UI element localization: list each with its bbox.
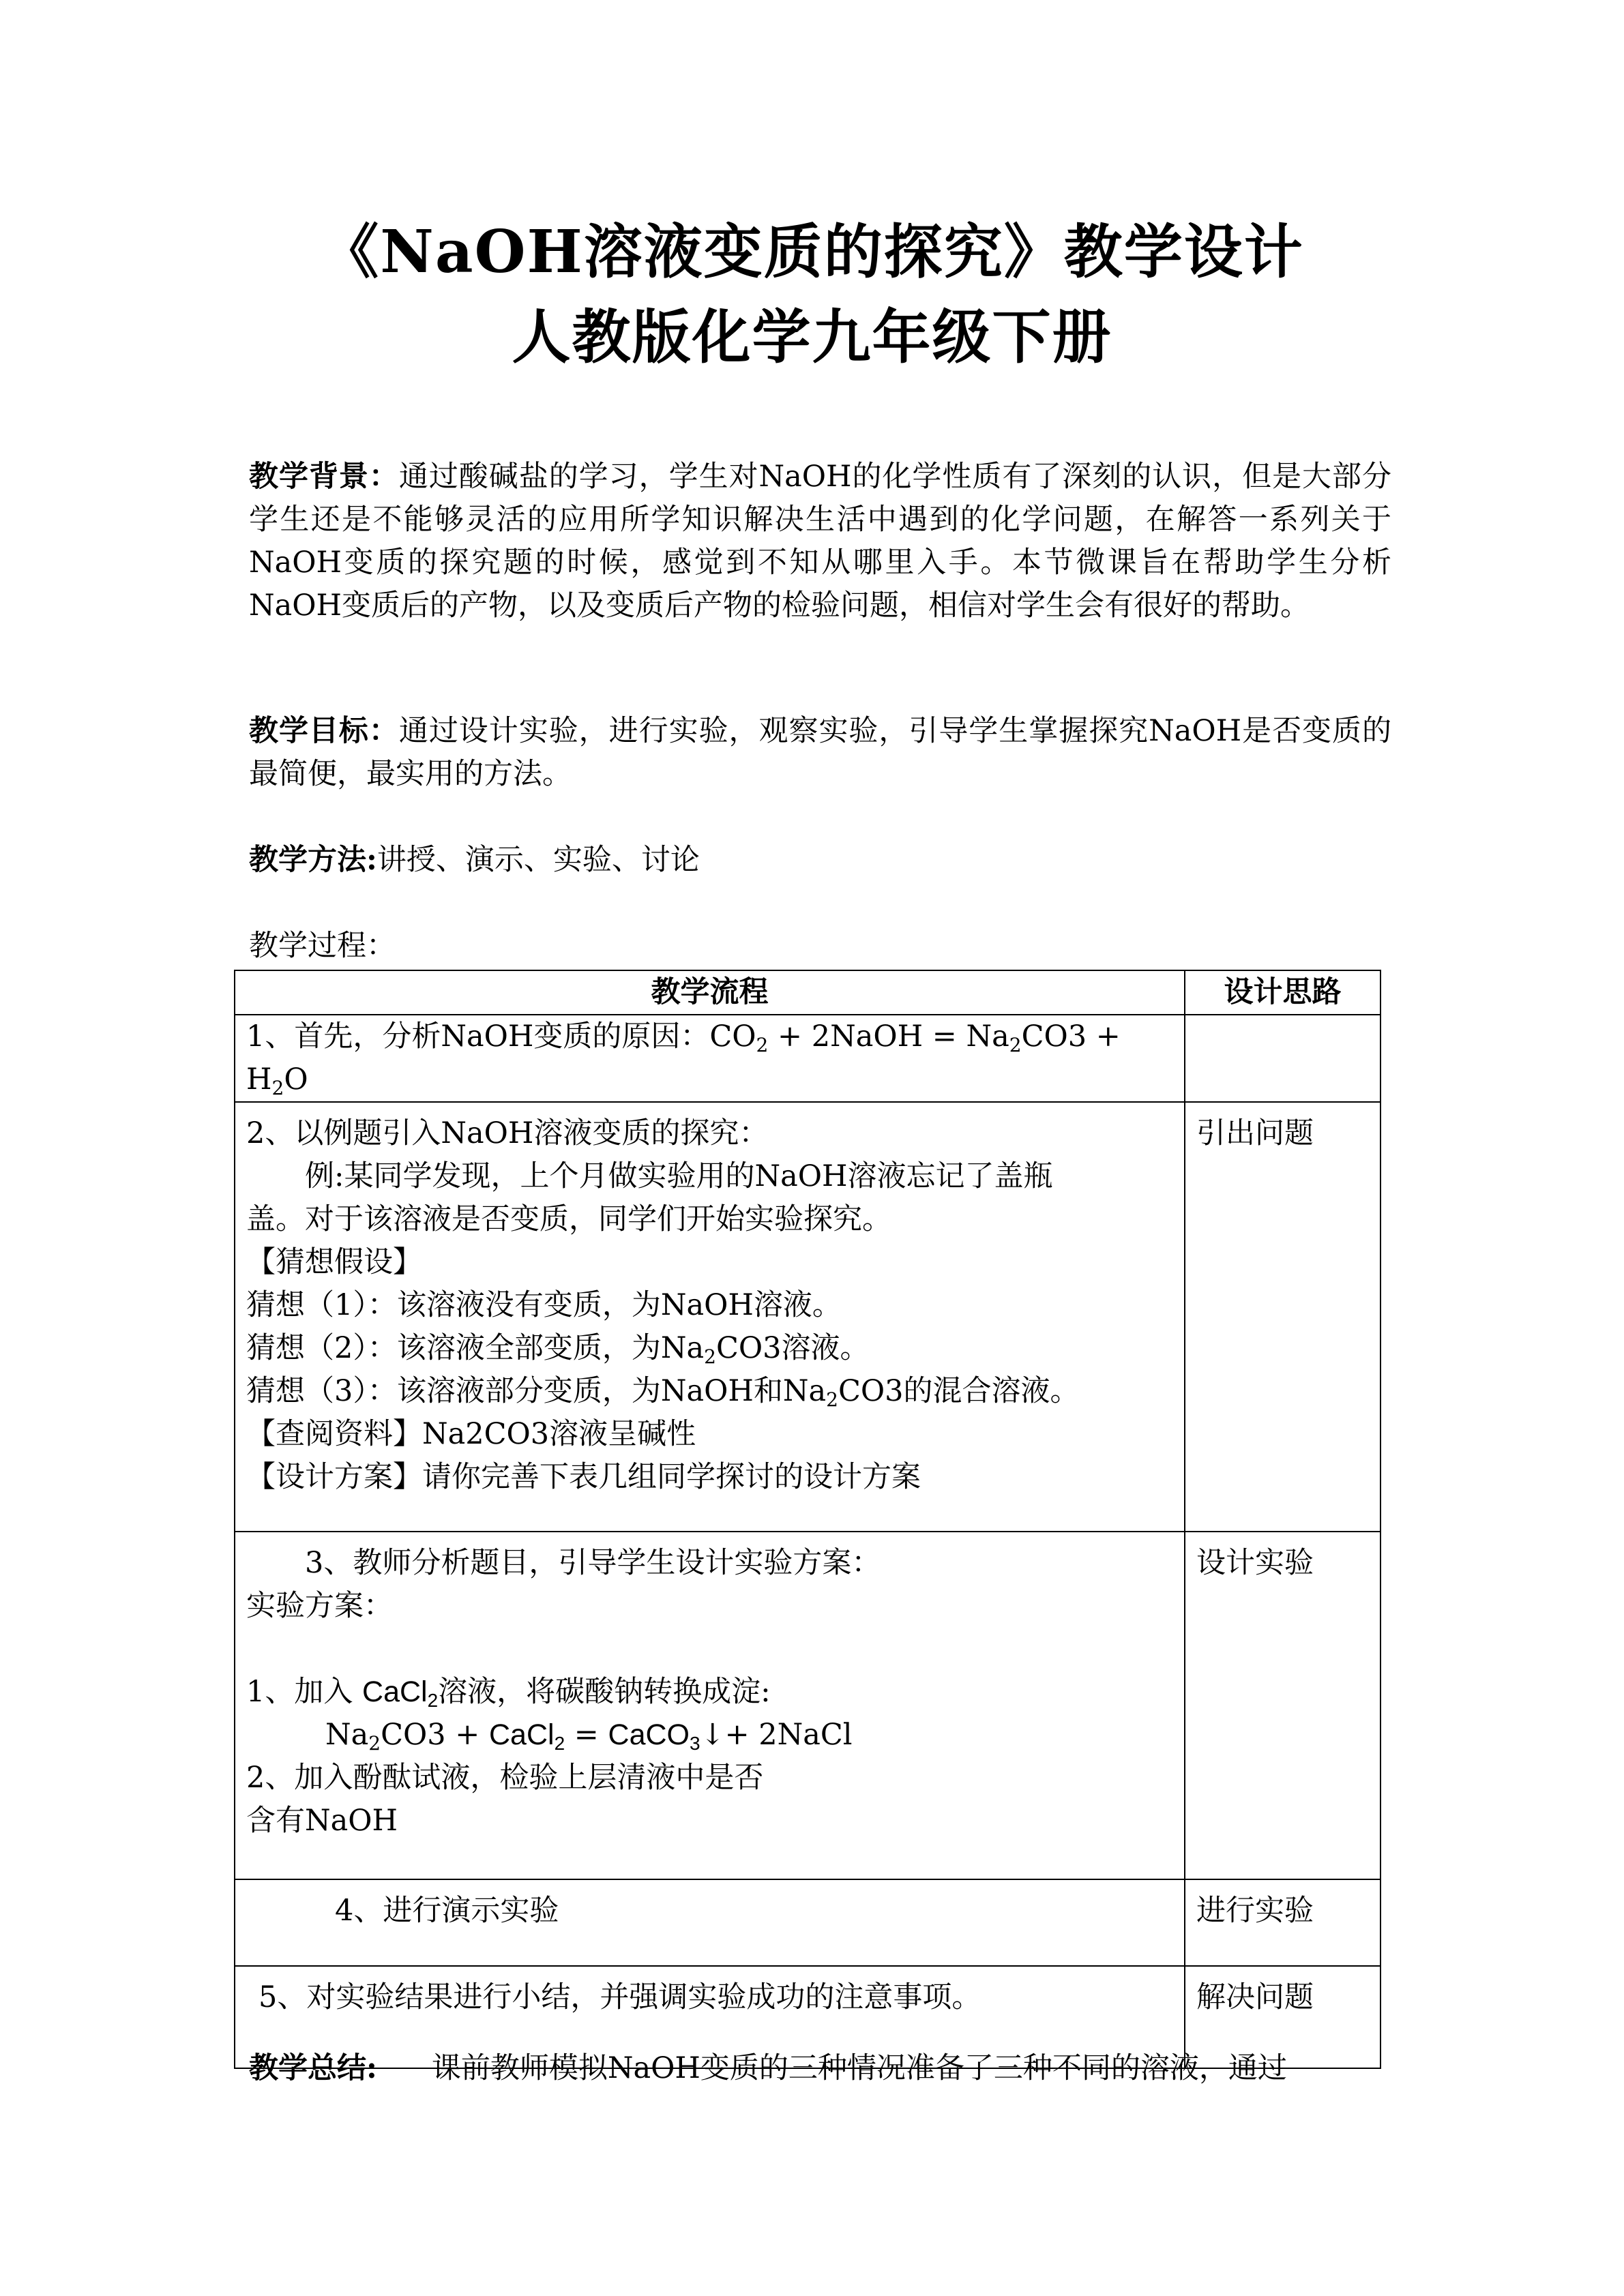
goal-label: 教学目标：: [249, 714, 399, 748]
table-row: [235, 1879, 1381, 1966]
design-cell-4: 进行实验: [1185, 1879, 1381, 1966]
row3-line3-b: 溶液，将碳酸钠转换成淀:: [438, 1675, 771, 1709]
row3-line: 实验方案：: [246, 1589, 393, 1623]
table-row: [235, 1015, 1381, 1102]
row1-text-b: + 2NaOH = Na: [768, 1019, 1009, 1054]
teaching-goal: [249, 710, 1391, 796]
row3-line3-a: 1、加入: [246, 1675, 363, 1709]
teaching-process-label: [249, 925, 1391, 968]
row3-line: 含有NaOH: [246, 1804, 398, 1838]
summary-label: 教学总结:: [249, 2051, 377, 2085]
process-label: 教学过程：: [249, 929, 396, 963]
row1-text-a: 1、首先，分析NaOH变质的原因：CO: [246, 1019, 756, 1054]
header-design: 设计思路: [1185, 970, 1381, 1015]
method-text: 讲授、演示、实验、讨论: [377, 843, 700, 877]
row2-line: 例:某同学发现，上个月做实验用的NaOH溶液忘记了盖瓶: [305, 1159, 1053, 1193]
row3-line3-chem: CaCl: [362, 1675, 428, 1708]
eq-b: CO3 +: [381, 1718, 489, 1752]
flow-cell-4: [235, 1879, 1185, 1966]
row2-line7-b: CO3的混合溶液。: [838, 1374, 1080, 1408]
row2-line6-sub: 2: [704, 1345, 716, 1368]
eq-c: CaCl: [488, 1718, 555, 1751]
row2-line8-bracket: 【查阅资料】: [246, 1417, 422, 1451]
background-label: 教学背景：: [249, 460, 399, 494]
row2-line: [246, 1327, 1173, 1370]
eq-c-sub: 2: [554, 1733, 565, 1754]
row2-line7-a: 猜想（3）：该溶液部分变质，为NaOH和Na: [246, 1374, 827, 1408]
row1-sub-c: 2: [271, 1077, 284, 1099]
eq-f: ↓+ 2NaCl: [700, 1718, 853, 1752]
table-row: [235, 1102, 1381, 1532]
row2-line: 【猜想假设】: [246, 1245, 422, 1279]
row3-blank-line: [246, 1628, 1173, 1671]
row3-line3-sub: 2: [427, 1690, 439, 1711]
row2-line9-bracket: 【设计方案】: [246, 1460, 422, 1494]
row2-line8-text: Na2CO3溶液呈碱性: [422, 1417, 696, 1451]
row2-line: [246, 1413, 1173, 1456]
row3-equation: [246, 1714, 1173, 1757]
row4-text: 4、进行演示实验: [335, 1894, 559, 1928]
flow-cell-2: [235, 1102, 1185, 1532]
document-title: 《NaOH溶液变质的探究》教学设计: [320, 218, 1304, 286]
eq-e: CaCO: [608, 1718, 690, 1751]
row2-line: 2、以例题引入NaOH溶液变质的探究：: [246, 1116, 769, 1150]
eq-a-sub: 2: [368, 1732, 381, 1755]
flow-cell-1: [235, 1015, 1185, 1102]
row1-sub-a: 2: [756, 1034, 769, 1056]
design-cell-5: 解决问题: [1185, 1966, 1381, 2068]
row2-line: 盖。对于该溶液是否变质，同学们开始实验探究。: [246, 1202, 891, 1236]
design-cell-1: [1185, 1015, 1381, 1102]
row1-sub-b: 2: [1009, 1034, 1022, 1056]
summary-text: 课前教师模拟NaOH变质的三种情况准备了三种不同的溶液，通过: [431, 2051, 1287, 2085]
goal-text: 通过设计实验，进行实验，观察实验，引导学生掌握探究NaOH是否变质的最简便，最实用的方法。: [249, 714, 1392, 791]
row3-line: [246, 1671, 1173, 1714]
row2-line7-sub: 2: [826, 1388, 838, 1411]
table-header-row: [235, 970, 1381, 1015]
row3-line: 3、教师分析题目，引导学生设计实验方案：: [305, 1546, 881, 1580]
row1-text-d: O: [284, 1062, 308, 1097]
document-subtitle: 人教版化学九年级下册: [512, 303, 1112, 372]
method-label: 教学方法:: [249, 843, 377, 877]
teaching-method: [249, 839, 1391, 882]
eq-d: =: [565, 1718, 608, 1752]
header-flow: 教学流程: [235, 970, 1185, 1015]
row2-line9-text: 请你完善下表几组同学探讨的设计方案: [422, 1460, 921, 1494]
row2-line: [246, 1370, 1173, 1413]
flow-cell-3: [235, 1532, 1185, 1879]
row2-line: 猜想（1）：该溶液没有变质，为NaOH溶液。: [246, 1288, 842, 1322]
row5-text: 5、对实验结果进行小结，并强调实验成功的注意事项。: [259, 1980, 981, 2014]
row2-line6-b: CO3溶液。: [715, 1331, 870, 1365]
row3-line: 2、加入酚酞试液，检验上层清液中是否: [246, 1761, 764, 1795]
teaching-summary: [249, 2047, 1391, 2090]
table-row: [235, 1532, 1381, 1879]
design-cell-2: 引出问题: [1185, 1102, 1381, 1532]
row2-line: [246, 1456, 1173, 1499]
eq-e-sub: 3: [689, 1733, 700, 1754]
teaching-background: [249, 456, 1391, 627]
eq-a: Na: [325, 1718, 369, 1752]
design-cell-3: 设计实验: [1185, 1532, 1381, 1879]
row2-line6-a: 猜想（2）：该溶液全部变质，为Na: [246, 1331, 705, 1365]
row1-text-c: CO3 + H: [246, 1019, 1121, 1097]
teaching-flow-table: [234, 970, 1381, 2069]
background-text: 通过酸碱盐的学习，学生对NaOH的化学性质有了深刻的认识，但是大部分学生还是不能够灵活的应用所学知识解决生活中遇到的化学问题，在解答一系列关于NaOH变质的探究题的时候，感觉到不知从哪里入手。本节微课旨在帮助学生分析NaOH变质后的产物，以及变质后产物的检验问题，相信对学生会有很好的帮助。: [249, 460, 1392, 623]
